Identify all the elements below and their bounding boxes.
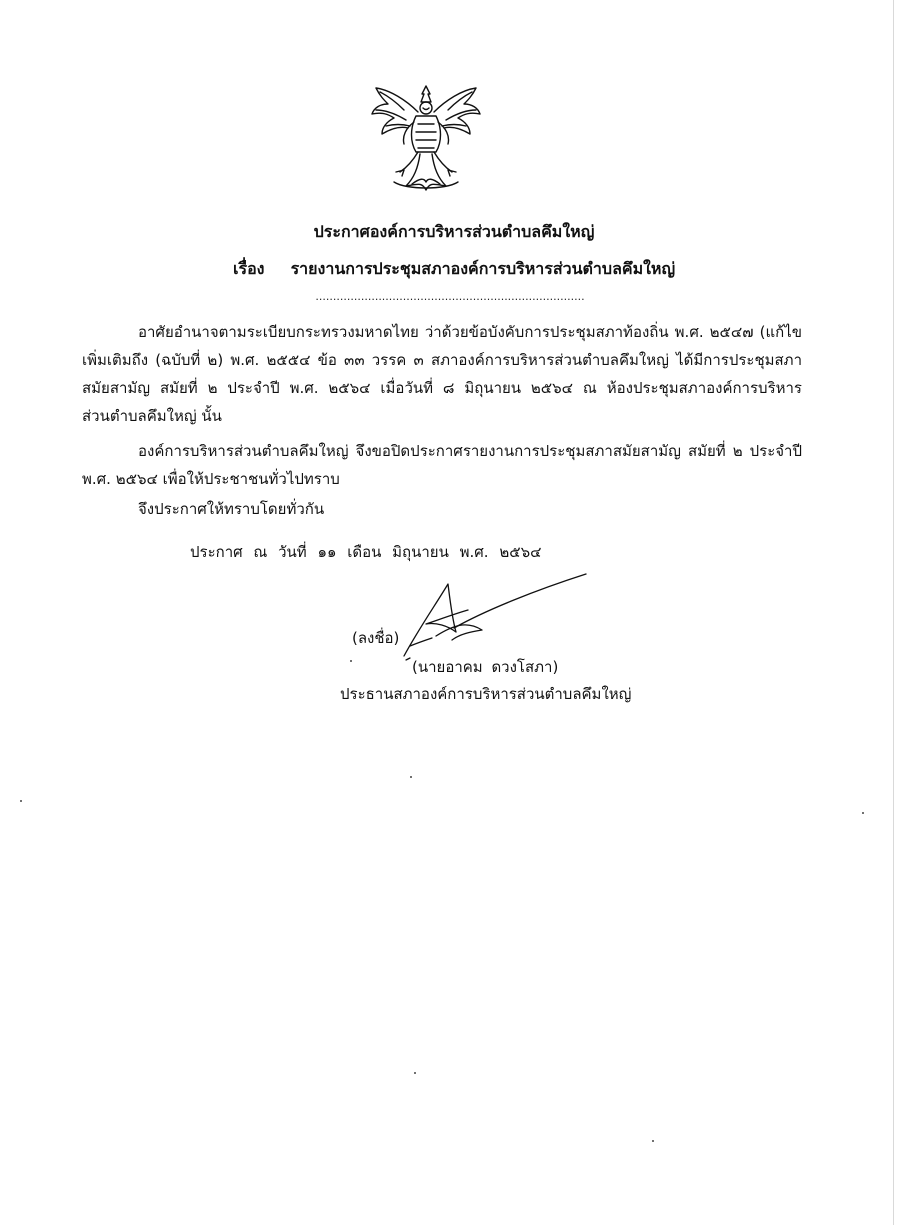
title-separator: ............................................................................. <box>315 290 585 303</box>
signer-name: (นายอาคม ดวงโสภา) <box>412 658 559 676</box>
closing-statement: จึงประกาศให้ทราบโดยทั่วกัน <box>138 500 325 518</box>
subject-text: รายงานการประชุมสภาองค์การบริหารส่วนตำบลคึมใหญ่ <box>290 259 676 278</box>
announcement-title: ประกาศองค์การบริหารส่วนตำบลคึมใหญ่ <box>313 222 595 241</box>
handwritten-signature <box>396 570 596 665</box>
signer-position: ประธานสภาองค์การบริหารส่วนตำบลคึมใหญ่ <box>340 685 632 703</box>
paragraph-line: อาศัยอำนาจตามระเบียบกระทรวงมหาดไทย ว่าด้วยข้อบังคับการประชุมสภาท้องถิ่น พ.ศ. ๒๕๔๗ (แก้ไข <box>138 323 802 341</box>
paragraph-line: พ.ศ. ๒๕๖๔ เพื่อให้ประชาชนทั่วไปทราบ <box>82 470 340 488</box>
paragraph-line: เพิ่มเติมถึง (ฉบับที่ ๒) พ.ศ. ๒๕๕๔ ข้อ ๓๓ วรรค ๓ สภาองค์การบริหารส่วนตำบลคึมใหญ่ ได้มีการประชุมสภา <box>82 351 802 369</box>
signature-label: (ลงชื่อ) <box>352 629 400 647</box>
scan-speck <box>862 812 864 814</box>
paragraph-line: สมัยสามัญ สมัยที่ ๒ ประจำปี พ.ศ. ๒๕๖๔ เมื่อวันที่ ๘ มิถุนายน ๒๕๖๔ ณ ห้องประชุมสภาองค์การบริหาร <box>82 379 802 397</box>
scan-speck <box>410 776 412 778</box>
scan-speck <box>414 1072 416 1074</box>
paragraph-authority <box>82 318 802 430</box>
scan-speck <box>20 800 22 802</box>
scan-speck <box>652 1140 654 1142</box>
scan-speck <box>350 660 352 662</box>
garuda-emblem <box>366 78 486 196</box>
subject-line <box>233 257 675 282</box>
scan-edge <box>893 0 894 1225</box>
announcement-date: ประกาศ ณ วันที่ ๑๑ เดือน มิถุนายน พ.ศ. ๒๕๖๔ <box>190 543 542 561</box>
paragraph-announcement <box>82 437 802 493</box>
paragraph-line: องค์การบริหารส่วนตำบลคึมใหญ่ จึงขอปิดประกาศรายงานการประชุมสภาสมัยสามัญ สมัยที่ ๒ ประจำปี <box>138 442 802 460</box>
paragraph-line: ส่วนตำบลคึมใหญ่ นั้น <box>82 407 222 425</box>
subject-label: เรื่อง <box>233 259 265 278</box>
